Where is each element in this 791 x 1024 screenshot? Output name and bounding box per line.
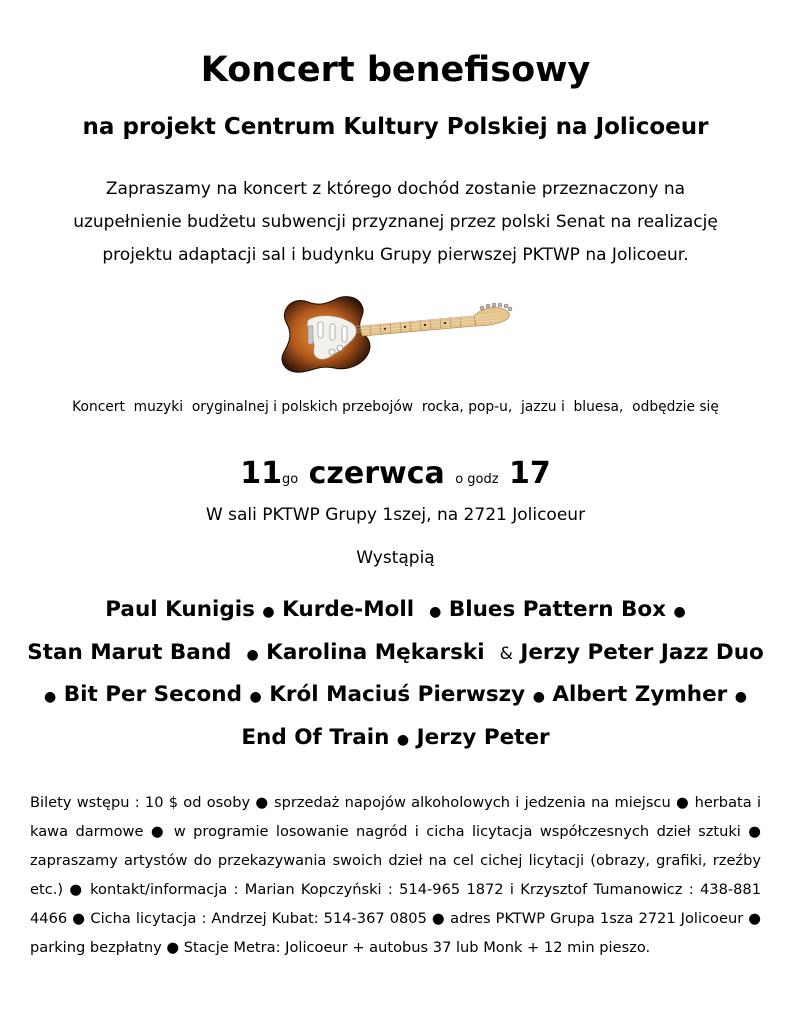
bullet-icon: ● [429, 604, 442, 620]
concert-date [0, 454, 791, 500]
performer: Karolina Mękarski [266, 639, 485, 665]
bullet-icon: ● [396, 731, 410, 748]
performer: Jerzy Peter [416, 724, 550, 750]
performers-label: Wystąpią [356, 548, 435, 568]
date-month: czerwca [308, 456, 445, 491]
bullet-icon: ● [673, 604, 686, 620]
electric-guitar-icon [278, 292, 514, 376]
bullet-icon: ● [532, 689, 545, 705]
performer: Jerzy Peter Jazz Duo [520, 639, 764, 665]
performer: Blues Pattern Box [448, 597, 667, 622]
bullet-icon: ● [44, 689, 57, 705]
performer: Stan Marut Band [27, 639, 232, 665]
performer: Kurde-Moll [282, 597, 415, 622]
date-day-suffix: go [281, 472, 299, 487]
date-hour: 17 [509, 456, 551, 491]
page-title: Koncert benefisowy [200, 50, 591, 90]
performers-line-3 [0, 675, 791, 718]
bullet-icon: ● [262, 604, 275, 620]
ticket-info: Bilety wstępu : 10 $ od osoby ● sprzedaż napojów alkoholowych i jedzenia na miejscu ● herbata i kawa darmowe ● w programie losowanie nagród i cicha licytacja współczesnych dzieł sztuki ● zapraszamy artystów do przekazywania swoich dzieł na cel cichej licytacji (obrazy, grafiki, rzeźby etc.) ● kontakt/informacja : Marian Kopczyński : 514-965 1872 i Krzysztof Tumanowicz : 438-881 4466 ● Cicha licytacja : Andrzej Kubat: 514-367 0805 ● adres PKTWP Grupa 1sza 2721 Jolicoeur ● parking bezpłatny ● Stacje Metra: Jolicoeur + autobus 37 lub Monk + 12 min pieszo. [30, 794, 761, 956]
performer: Albert Zymher [552, 682, 728, 707]
intro-line-3: projektu adaptacji sal i budynku Grupy pierwszej PKTWP na Jolicoeur. [102, 245, 689, 265]
intro-paragraph [40, 173, 751, 272]
page-subtitle: na projekt Centrum Kultury Polskiej na Jolicoeur [82, 114, 709, 140]
bullet-icon: ● [249, 689, 262, 705]
intro-line-1: Zapraszamy na koncert z którego dochód zostanie przeznaczony na [105, 179, 686, 199]
ampersand: & [499, 643, 513, 664]
performer: End Of Train [241, 724, 390, 750]
concert-description: Koncert muzyki oryginalnej i polskich przebojów rocka, pop-u, jazzu i bluesa, odbędzie się [72, 399, 719, 415]
venue: W sali PKTWP Grupy 1szej, na 2721 Jolicoeur [205, 505, 586, 525]
performers-line-1 [0, 590, 791, 633]
performers-line-2 [0, 633, 791, 676]
date-time-prefix: o godz [455, 472, 499, 487]
intro-line-2: uzupełnienie budżetu subwencji przyznanej przez polski Senat na realizację [73, 212, 718, 232]
bullet-icon: ● [246, 646, 259, 663]
performer: Król Maciuś Pierwszy [269, 682, 526, 707]
bullet-icon: ● [734, 689, 747, 705]
date-day: 11 [240, 456, 282, 491]
performers-list [0, 590, 791, 760]
performer: Bit Per Second [63, 682, 242, 707]
performer: Paul Kunigis [105, 597, 255, 622]
performers-line-4 [0, 718, 791, 761]
